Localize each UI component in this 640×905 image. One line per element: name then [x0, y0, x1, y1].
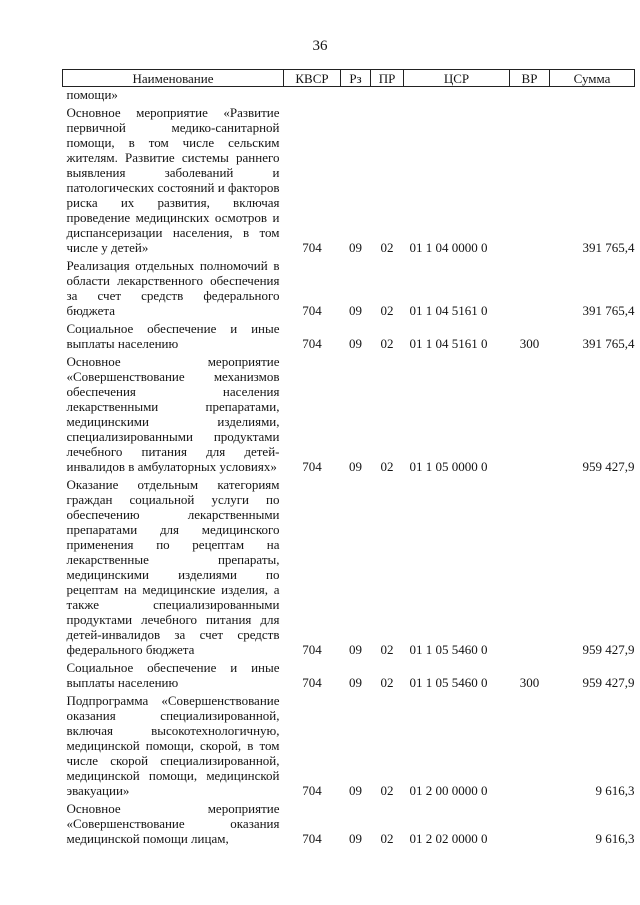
row-pr: 02 — [380, 459, 394, 474]
row-pr: 02 — [380, 831, 394, 846]
row-rz: 09 — [349, 831, 362, 846]
row-sum — [550, 87, 635, 105]
row-pr: 02 — [380, 336, 394, 351]
row-rz — [341, 87, 371, 105]
row-vr: 300 — [519, 675, 540, 690]
row-kvsr — [284, 87, 341, 105]
header-pr: ПР — [371, 70, 404, 87]
row-csr: 01 1 04 0000 0 — [409, 240, 488, 255]
row-kvsr: 704 — [302, 303, 322, 318]
row-name: Социальное обеспечение и иные выплаты населению — [66, 321, 280, 351]
table-row — [63, 692, 635, 800]
row-sum: 959 427,9 — [582, 642, 635, 657]
row-rz: 09 — [349, 336, 362, 351]
row-kvsr: 704 — [302, 336, 322, 351]
row-kvsr: 704 — [302, 642, 322, 657]
row-vr — [510, 476, 550, 659]
row-pr: 02 — [380, 240, 394, 255]
table-row — [63, 800, 635, 848]
row-rz: 09 — [349, 783, 362, 798]
row-kvsr: 704 — [302, 783, 322, 798]
row-csr: 01 2 02 0000 0 — [409, 831, 488, 846]
row-sum: 391 765,4 — [582, 336, 635, 351]
table-row — [63, 257, 635, 320]
row-pr: 02 — [380, 675, 394, 690]
table-row — [63, 476, 635, 659]
table-row — [63, 320, 635, 353]
row-vr — [510, 87, 550, 105]
page-number: 36 — [312, 38, 328, 54]
row-rz: 09 — [349, 675, 362, 690]
row-rz: 09 — [349, 303, 362, 318]
header-sum: Сумма — [550, 70, 635, 87]
row-pr: 02 — [380, 783, 394, 798]
budget-table — [62, 69, 635, 848]
row-vr — [510, 104, 550, 257]
row-name: Реализация отдельных полномочий в области лекарственного обеспечения за счет средств федерального бюджета — [66, 258, 280, 318]
table-row — [63, 353, 635, 476]
header-kvsr: КВСР — [284, 70, 341, 87]
row-kvsr: 704 — [302, 831, 322, 846]
row-name: Основное мероприятие «Совершенствование механизмов обеспечения населения лекарственными препаратами, медицинскими изделиями, специализированными продуктами лечебного питания для детей-инвалидов в амбулаторных условиях» — [66, 354, 280, 474]
table-row — [63, 659, 635, 692]
row-sum: 391 765,4 — [582, 240, 635, 255]
header-csr: ЦСР — [404, 70, 510, 87]
row-rz: 09 — [349, 240, 362, 255]
row-csr — [404, 87, 510, 105]
row-sum: 9 616,3 — [595, 783, 635, 798]
row-sum: 9 616,3 — [595, 831, 635, 846]
row-kvsr: 704 — [302, 675, 322, 690]
row-vr: 300 — [519, 336, 540, 351]
table-row — [63, 104, 635, 257]
row-kvsr: 704 — [302, 240, 322, 255]
row-kvsr: 704 — [302, 459, 322, 474]
row-pr: 02 — [380, 642, 394, 657]
header-name: Наименование — [63, 70, 284, 87]
row-pr: 02 — [380, 303, 394, 318]
row-name: Подпрограмма «Совершенствование оказания специализированной, включая высокотехнологичную, медицинской помощи, скорой, в том числе скорой специализированной, медицинской помощи, медицинской эвакуации» — [66, 693, 280, 798]
row-sum: 959 427,9 — [582, 459, 635, 474]
row-csr: 01 1 04 5161 0 — [409, 303, 488, 318]
row-sum: 391 765,4 — [582, 303, 635, 318]
table-body — [63, 87, 635, 849]
row-vr — [510, 800, 550, 848]
row-name: Социальное обеспечение и иные выплаты населению — [66, 660, 280, 690]
row-csr: 01 2 00 0000 0 — [409, 783, 488, 798]
row-csr: 01 1 04 5161 0 — [409, 336, 488, 351]
row-vr — [510, 692, 550, 800]
row-csr: 01 1 05 0000 0 — [409, 459, 488, 474]
row-name: Оказание отдельным категориям граждан социальной услуги по обеспечению лекарственными препаратами для медицинского применения по рецептам на лекарственные препараты, медицинскими изделиями по рецептам на медицинские изделия, а также специализированными продуктами лечебного питания для детей-инвалидов за счет средств федерального бюджета — [66, 477, 280, 657]
row-csr: 01 1 05 5460 0 — [409, 642, 488, 657]
row-pr — [371, 87, 404, 105]
row-rz: 09 — [349, 459, 362, 474]
row-name: Основное мероприятие «Совершенствование оказания медицинской помощи лицам, — [66, 801, 280, 846]
row-sum: 959 427,9 — [582, 675, 635, 690]
row-rz: 09 — [349, 642, 362, 657]
header-vr: ВР — [510, 70, 550, 87]
row-name: помощи» — [66, 87, 118, 102]
table-header — [63, 70, 635, 87]
row-csr: 01 1 05 5460 0 — [409, 675, 488, 690]
row-name: Основное мероприятие «Развитие первичной медико-санитарной помощи, в том числе сельским жителям. Развитие системы раннего выявления заболеваний и патологических состояний и факторов риска их развития, включая проведение медицинских осмотров и диспансеризации населения, в том числе у детей» — [66, 105, 280, 255]
row-vr — [510, 257, 550, 320]
row-vr — [510, 353, 550, 476]
header-rz: Рз — [341, 70, 371, 87]
table-row — [63, 87, 635, 105]
